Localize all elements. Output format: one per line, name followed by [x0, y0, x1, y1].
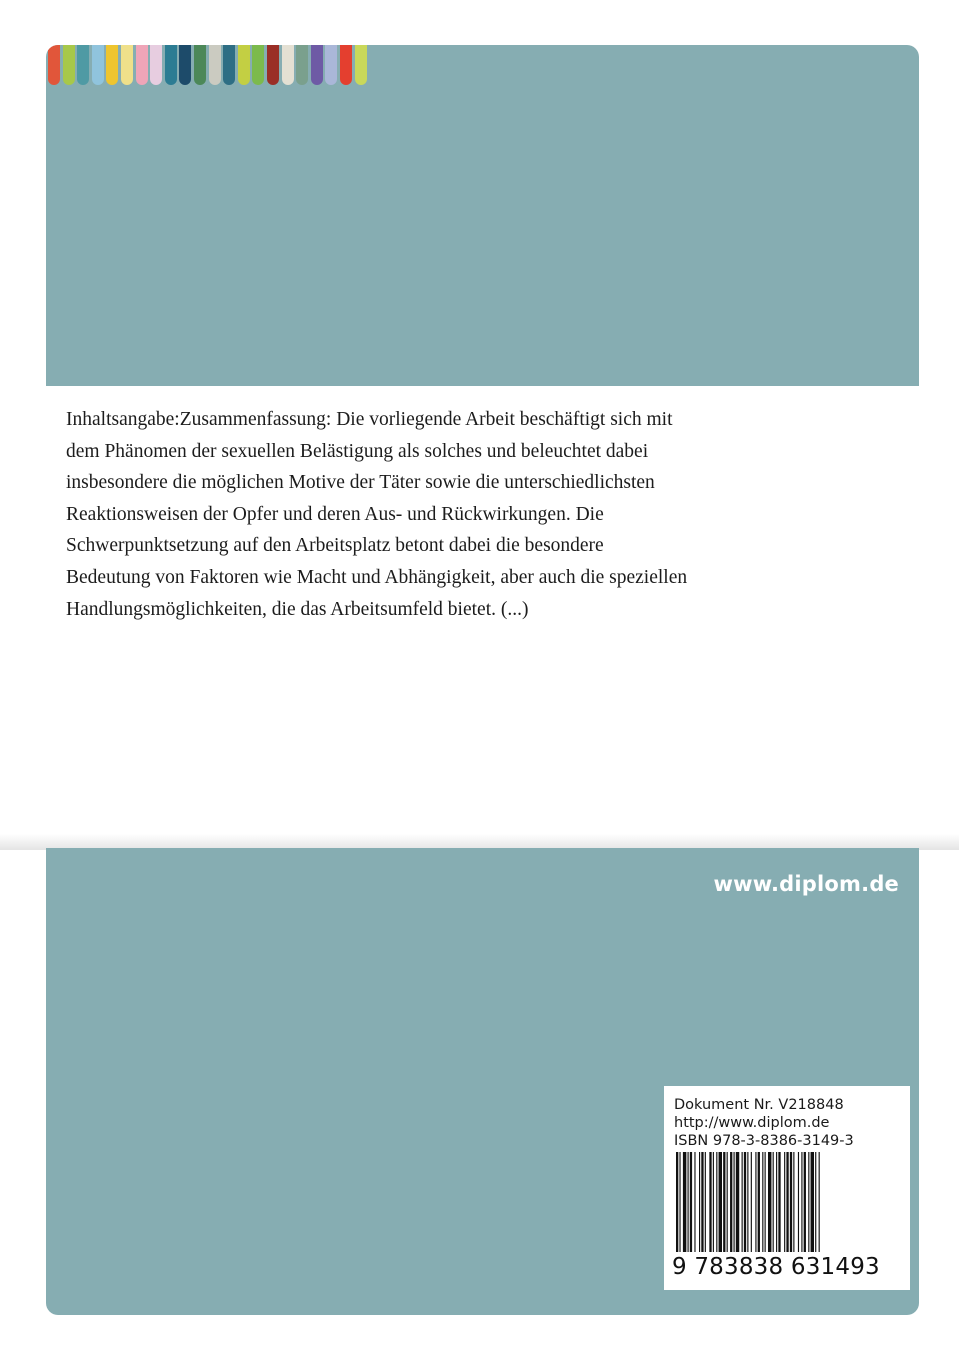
barcode-bar: [768, 1152, 771, 1252]
barcode-bar: [699, 1152, 700, 1252]
barcode-bar: [755, 1152, 756, 1252]
barcode-bar: [688, 1152, 689, 1252]
barcode-bar: [801, 1152, 802, 1252]
barcode-bar: [819, 1152, 820, 1252]
barcode-bar: [762, 1152, 763, 1252]
color-tab: [267, 45, 279, 85]
barcode-bar: [727, 1152, 728, 1252]
barcode-bar: [744, 1152, 746, 1252]
barcode-bar: [679, 1152, 680, 1252]
barcode-bar: [786, 1152, 788, 1252]
barcode-bar: [683, 1152, 686, 1252]
barcode-bar: [690, 1152, 692, 1252]
barcode-bar: [676, 1152, 678, 1252]
color-tab: [48, 45, 60, 85]
barcode-bar: [765, 1152, 766, 1252]
barcode-bar: [713, 1152, 714, 1252]
barcode-bar: [701, 1152, 703, 1252]
publisher-website[interactable]: www.diplom.de: [713, 872, 899, 896]
publisher-url: http://www.diplom.de: [674, 1115, 830, 1131]
barcode-bar: [694, 1152, 695, 1252]
color-tab: [355, 45, 367, 85]
barcode-bar: [723, 1152, 725, 1252]
color-tab: [77, 45, 89, 85]
color-tab: [63, 45, 75, 85]
color-tab: [106, 45, 118, 85]
color-tab: [238, 45, 250, 85]
color-tab: [136, 45, 148, 85]
barcode-bar: [793, 1152, 794, 1252]
color-tab: [311, 45, 323, 85]
color-tab: [165, 45, 177, 85]
bottom-cover-panel: [46, 848, 919, 1315]
color-tab: [179, 45, 191, 85]
barcode-digits: 9 783838 631493: [672, 1254, 880, 1280]
color-tab: [325, 45, 337, 85]
barcode-bar: [811, 1152, 814, 1252]
color-tab: [282, 45, 294, 85]
color-tab-strip: [46, 45, 386, 85]
color-tab: [209, 45, 221, 85]
barcode-bar: [751, 1152, 752, 1252]
barcode-icon: [676, 1152, 868, 1254]
summary-text: Inhaltsangabe:Zusammenfassung: Die vorliegende Arbeit beschäftigt sich mit dem Phänomen der sexuellen Belästigung als solches und beleuchtet dabei insbesondere die möglichen Motive der Täter sowie die unterschiedlichsten Reaktionsweisen der Opfer und deren Aus- und Rückwirkungen. Die Schwerpunktsetzung auf den Arbeitsplatz betont dabei die besondere Bedeutung von Faktoren wie Macht und Abhängigkeit, aber auch die speziellen Handlungsmöglichkeiten, die das Arbeitsumfeld bietet. (...): [66, 409, 688, 620]
isbn-number: ISBN 978-3-8386-3149-3: [674, 1133, 854, 1149]
barcode-bar: [716, 1152, 717, 1252]
barcode-bar: [705, 1152, 706, 1252]
barcode-bar: [734, 1152, 735, 1252]
barcode-bar: [719, 1152, 722, 1252]
color-tab: [252, 45, 264, 85]
color-tab: [194, 45, 206, 85]
top-cover-panel: [46, 45, 919, 386]
barcode-bar: [730, 1152, 732, 1252]
barcode-bar: [776, 1152, 777, 1252]
barcode-bar: [798, 1152, 799, 1252]
barcode-bar: [758, 1152, 760, 1252]
barcode-bar: [815, 1152, 816, 1252]
color-tab: [92, 45, 104, 85]
barcode-bar: [790, 1152, 792, 1252]
barcode-bar: [742, 1152, 743, 1252]
barcode-bar: [747, 1152, 748, 1252]
document-number: Dokument Nr. V218848: [674, 1097, 844, 1113]
barcode-bar: [784, 1152, 785, 1252]
color-tab: [121, 45, 133, 85]
color-tab: [150, 45, 162, 85]
barcode-label: [664, 1086, 910, 1290]
color-tab: [223, 45, 235, 85]
barcode-bar: [804, 1152, 806, 1252]
barcode-bar: [808, 1152, 809, 1252]
color-tab: [296, 45, 308, 85]
document-info: [674, 1096, 854, 1150]
barcode-bar: [778, 1152, 780, 1252]
barcode-bar: [709, 1152, 711, 1252]
barcode-bar: [736, 1152, 739, 1252]
barcode-bar: [773, 1152, 774, 1252]
color-tab: [340, 45, 352, 85]
